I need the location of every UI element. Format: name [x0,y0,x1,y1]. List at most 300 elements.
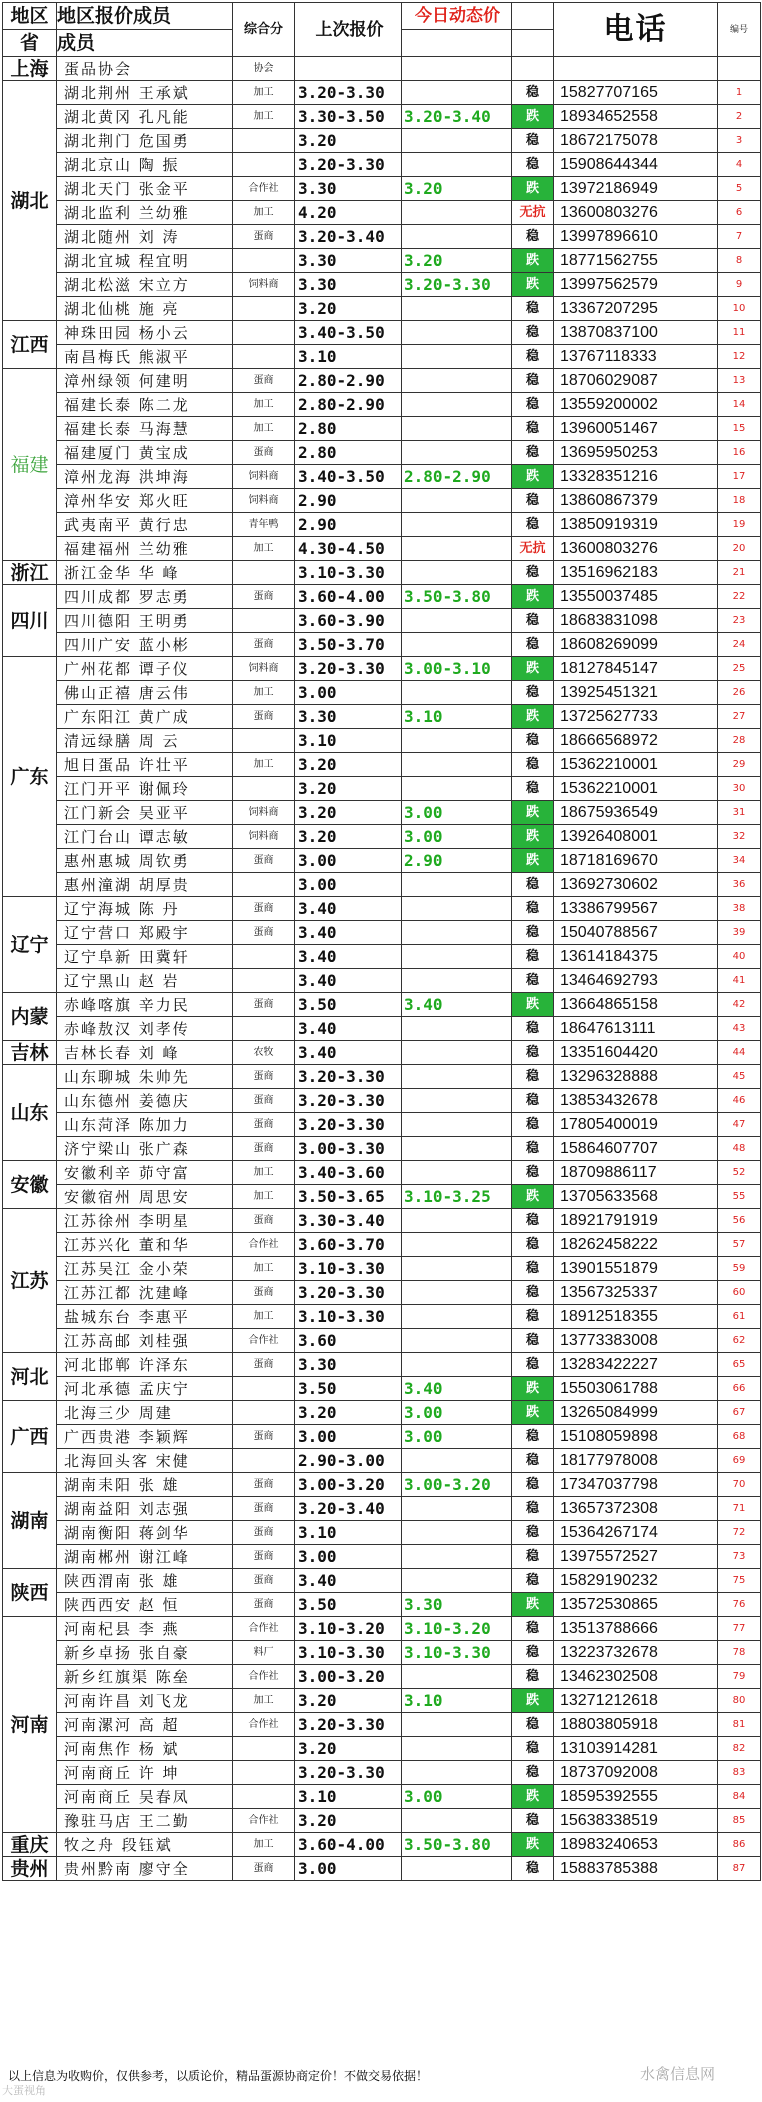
number-cell: 47 [718,1113,761,1137]
number-cell: 3 [718,129,761,153]
member-cell: 湖南益阳 刘志强 [57,1497,233,1521]
type-cell: 加工 [233,1161,295,1185]
phone-cell: 18718169670 [554,849,718,873]
today-price-cell [402,1233,512,1257]
today-price-cell [402,489,512,513]
last-price-cell: 3.20 [295,801,402,825]
trend-cell: 跌 [512,825,554,849]
last-price-cell: 2.80-2.90 [295,369,402,393]
type-cell: 合作社 [233,1233,295,1257]
member-cell: 江苏徐州 李明星 [57,1209,233,1233]
member-cell: 湖南郴州 谢江峰 [57,1545,233,1569]
last-price-cell: 2.90 [295,489,402,513]
today-price-cell: 3.50-3.80 [402,1833,512,1857]
number-cell: 31 [718,801,761,825]
table-row [3,873,761,897]
trend-cell: 稳 [512,561,554,585]
last-price-cell: 3.10 [295,729,402,753]
table-row [3,1857,761,1881]
number-cell: 77 [718,1617,761,1641]
member-cell: 牧之舟 段钰斌 [57,1833,233,1857]
type-cell [233,1377,295,1401]
member-subheader: 成员 [57,30,233,57]
today-price-cell: 3.00 [402,1425,512,1449]
phone-cell: 18803805918 [554,1713,718,1737]
member-cell: 江苏江都 沈建峰 [57,1281,233,1305]
member-cell: 武夷南平 黄行忠 [57,513,233,537]
last-price-cell: 4.30-4.50 [295,537,402,561]
last-price-cell: 3.30 [295,177,402,201]
last-price-cell: 3.40 [295,1569,402,1593]
today-price-cell: 3.10 [402,1689,512,1713]
table-row [3,1017,761,1041]
member-cell: 漳州华安 郑火旺 [57,489,233,513]
trend-cell: 稳 [512,1737,554,1761]
last-price-cell: 3.20-3.30 [295,1761,402,1785]
last-price-cell: 2.80-2.90 [295,393,402,417]
number-cell: 36 [718,873,761,897]
today-price-cell [402,1569,512,1593]
number-cell: 20 [718,537,761,561]
member-cell: 陕西渭南 张 雄 [57,1569,233,1593]
today-price-cell [402,1209,512,1233]
number-cell: 29 [718,753,761,777]
province-cell: 湖南 [3,1473,57,1569]
trend-cell: 稳 [512,921,554,945]
member-cell: 赤峰敖汉 刘孝传 [57,1017,233,1041]
type-cell: 蛋商 [233,441,295,465]
type-cell [233,1737,295,1761]
last-price-cell: 3.20 [295,1737,402,1761]
today-price-cell [402,537,512,561]
type-cell: 料厂 [233,1641,295,1665]
trend-cell: 跌 [512,273,554,297]
trend-cell: 稳 [512,1353,554,1377]
table-row [3,1713,761,1737]
number-cell: 70 [718,1473,761,1497]
today-price-cell [402,321,512,345]
last-price-cell: 3.10-3.30 [295,1641,402,1665]
today-price-cell [402,1305,512,1329]
today-price-cell [402,1545,512,1569]
table-row [3,1257,761,1281]
member-cell: 湖北荆州 王承斌 [57,81,233,105]
member-cell: 广西贵港 李颖辉 [57,1425,233,1449]
last-price-cell: 3.40 [295,969,402,993]
trend-cell: 稳 [512,1161,554,1185]
number-cell: 78 [718,1641,761,1665]
today-price-cell: 3.00 [402,801,512,825]
trend-cell: 跌 [512,657,554,681]
type-cell [233,345,295,369]
last-price-cell: 3.20-3.40 [295,225,402,249]
watermark: 水禽信息网 [640,2066,716,2083]
trend-cell: 稳 [512,729,554,753]
number-cell: 27 [718,705,761,729]
member-cell: 湖北随州 刘 涛 [57,225,233,249]
type-cell: 青年鸭 [233,513,295,537]
last-price-cell: 3.00-3.30 [295,1137,402,1161]
today-price-cell [402,1161,512,1185]
phone-cell: 13773383008 [554,1329,718,1353]
trend-cell: 稳 [512,441,554,465]
phone-cell: 13103914281 [554,1737,718,1761]
table-row [3,801,761,825]
trend-cell: 跌 [512,1593,554,1617]
today-price-cell [402,1065,512,1089]
table-row [3,705,761,729]
today-price-cell [402,1761,512,1785]
type-cell [233,729,295,753]
table-row [3,1401,761,1425]
table-row [3,153,761,177]
type-cell: 合作社 [233,1617,295,1641]
today-price-cell: 3.40 [402,1377,512,1401]
phone-cell: 15864607707 [554,1137,718,1161]
trend-cell: 无抗 [512,201,554,225]
last-price-cell: 3.50 [295,993,402,1017]
phone-cell: 13664865158 [554,993,718,1017]
number-cell: 21 [718,561,761,585]
today-price-cell: 3.20-3.40 [402,105,512,129]
trend-cell: 无抗 [512,537,554,561]
number-cell: 16 [718,441,761,465]
today-price-cell [402,297,512,321]
number-cell: 15 [718,417,761,441]
member-cell: 福建厦门 黄宝成 [57,441,233,465]
today-price-cell: 3.10-3.30 [402,1641,512,1665]
last-price-cell: 3.00 [295,1425,402,1449]
type-cell: 加工 [233,1185,295,1209]
trend-cell: 跌 [512,465,554,489]
trend-cell: 跌 [512,1185,554,1209]
table-row [3,1329,761,1353]
phone-cell: 18647613111 [554,1017,718,1041]
table-row [3,1113,761,1137]
table-row [3,1641,761,1665]
number-cell: 6 [718,201,761,225]
phone-cell: 15829190232 [554,1569,718,1593]
member-cell: 豫驻马店 王二勤 [57,1809,233,1833]
member-cell: 湖北黄冈 孔凡能 [57,105,233,129]
member-cell: 山东菏泽 陈加力 [57,1113,233,1137]
phone-cell: 13975572527 [554,1545,718,1569]
member-cell: 赤峰喀旗 辛力民 [57,993,233,1017]
last-price-cell: 3.20-3.30 [295,1065,402,1089]
trend-cell: 稳 [512,1665,554,1689]
last-price-cell: 3.10-3.30 [295,1305,402,1329]
phone-cell: 15827707165 [554,81,718,105]
type-cell: 合作社 [233,1329,295,1353]
trend-cell: 稳 [512,1209,554,1233]
trend-cell: 稳 [512,1017,554,1041]
phone-cell: 13351604420 [554,1041,718,1065]
number-cell: 85 [718,1809,761,1833]
trend-cell: 跌 [512,1689,554,1713]
table-row [3,561,761,585]
type-cell: 蛋商 [233,705,295,729]
phone-cell: 13283422227 [554,1353,718,1377]
province-cell: 广西 [3,1401,57,1473]
member-cell: 蛋品协会 [57,57,233,81]
number-cell: 52 [718,1161,761,1185]
type-cell: 加工 [233,1689,295,1713]
trend-cell: 稳 [512,1137,554,1161]
phone-cell: 18737092008 [554,1761,718,1785]
phone-cell: 15638338519 [554,1809,718,1833]
member-cell: 湖北京山 陶 振 [57,153,233,177]
table-row [3,345,761,369]
trend-cell: 稳 [512,1065,554,1089]
table-row [3,369,761,393]
phone-cell: 18608269099 [554,633,718,657]
today-price-cell: 2.80-2.90 [402,465,512,489]
type-cell: 蛋商 [233,1353,295,1377]
type-cell: 蛋商 [233,1137,295,1161]
province-cell: 陕西 [3,1569,57,1617]
phone-cell: 18595392555 [554,1785,718,1809]
last-price-cell: 3.50-3.65 [295,1185,402,1209]
member-cell: 吉林长春 刘 峰 [57,1041,233,1065]
table-row [3,1305,761,1329]
price-sheet [2,2,760,1881]
table-row [3,81,761,105]
type-cell: 蛋商 [233,225,295,249]
last-price-cell: 3.60-4.00 [295,585,402,609]
member-cell: 湖北监利 兰幼雅 [57,201,233,225]
today-price-cell: 3.10 [402,705,512,729]
number-cell: 14 [718,393,761,417]
phone-cell: 18675936549 [554,801,718,825]
type-cell [233,945,295,969]
phone-cell: 13695950253 [554,441,718,465]
phone-cell: 13725627733 [554,705,718,729]
number-cell: 46 [718,1089,761,1113]
today-price-cell [402,1497,512,1521]
member-cell: 浙江金华 华 峰 [57,561,233,585]
trend-cell: 稳 [512,1425,554,1449]
type-cell: 加工 [233,1305,295,1329]
phone-cell: 18983240653 [554,1833,718,1857]
phone-cell: 13870837100 [554,321,718,345]
last-price-cell: 3.20-3.30 [295,153,402,177]
province-cell: 贵州 [3,1857,57,1881]
last-price-cell: 3.20 [295,825,402,849]
member-cell: 江门台山 谭志敏 [57,825,233,849]
member-cell: 陕西西安 赵 恒 [57,1593,233,1617]
phone-cell: 18177978008 [554,1449,718,1473]
trend-cell: 稳 [512,969,554,993]
member-cell: 江苏兴化 董和华 [57,1233,233,1257]
type-cell: 合作社 [233,1665,295,1689]
number-cell: 18 [718,489,761,513]
number-cell: 48 [718,1137,761,1161]
member-cell: 江门新会 吴亚平 [57,801,233,825]
phone-cell: 18672175078 [554,129,718,153]
table-row [3,1833,761,1857]
table-row [3,489,761,513]
table-row [3,297,761,321]
phone-cell: 13705633568 [554,1185,718,1209]
table-row [3,1569,761,1593]
member-cell: 神珠田园 杨小云 [57,321,233,345]
trend-cell: 稳 [512,1809,554,1833]
phone-cell: 13223732678 [554,1641,718,1665]
trend-cell: 稳 [512,873,554,897]
member-cell: 安徽宿州 周思安 [57,1185,233,1209]
number-cell: 9 [718,273,761,297]
trend-cell: 稳 [512,513,554,537]
province-cell: 重庆 [3,1833,57,1857]
type-cell: 蛋商 [233,897,295,921]
number-cell: 26 [718,681,761,705]
phone-cell: 13614184375 [554,945,718,969]
type-cell [233,1785,295,1809]
last-price-cell: 3.40 [295,1041,402,1065]
last-price-header: 上次报价 [295,3,402,57]
trend-cell: 稳 [512,321,554,345]
trend-cell: 稳 [512,1113,554,1137]
trend-cell: 跌 [512,249,554,273]
type-cell: 饲料商 [233,801,295,825]
trend-cell: 稳 [512,489,554,513]
phone-cell: 18709886117 [554,1161,718,1185]
member-cell: 四川德阳 王明勇 [57,609,233,633]
number-cell: 72 [718,1521,761,1545]
table-row [3,417,761,441]
number-cell: 39 [718,921,761,945]
trend-header-cell [512,3,554,30]
member-cell: 河南商丘 许 坤 [57,1761,233,1785]
type-cell [233,969,295,993]
table-row [3,1521,761,1545]
table-row [3,201,761,225]
number-cell: 32 [718,825,761,849]
number-cell: 24 [718,633,761,657]
table-row [3,1809,761,1833]
last-price-cell: 3.50 [295,1593,402,1617]
table-row [3,1425,761,1449]
last-price-cell: 3.30-3.40 [295,1209,402,1233]
table-row [3,681,761,705]
table-row [3,321,761,345]
province-subheader: 省 [3,30,57,57]
type-cell [233,561,295,585]
today-price-cell [402,1113,512,1137]
province-cell: 江苏 [3,1209,57,1353]
type-cell: 协会 [233,57,295,81]
phone-cell: 13513788666 [554,1617,718,1641]
number-cell: 7 [718,225,761,249]
phone-cell: 13462302508 [554,1665,718,1689]
trend-cell: 稳 [512,753,554,777]
member-cell: 山东聊城 朱帅先 [57,1065,233,1089]
type-cell: 蛋商 [233,1521,295,1545]
member-cell: 漳州龙海 洪坤海 [57,465,233,489]
type-cell: 蛋商 [233,1473,295,1497]
last-price-cell: 3.40 [295,1017,402,1041]
type-cell [233,1761,295,1785]
table-row [3,1473,761,1497]
member-cell: 北海三少 周建 [57,1401,233,1425]
phone-cell: 18706029087 [554,369,718,393]
number-cell: 40 [718,945,761,969]
phone-cell: 13901551879 [554,1257,718,1281]
table-row [3,777,761,801]
member-cell: 漳州绿领 何建明 [57,369,233,393]
type-cell: 加工 [233,1257,295,1281]
last-price-cell: 3.20-3.30 [295,657,402,681]
phone-cell: 13853432678 [554,1089,718,1113]
member-cell: 湖北荆门 危国勇 [57,129,233,153]
type-cell [233,873,295,897]
table-row [3,1617,761,1641]
phone-header: 电话 [554,3,718,57]
phone-cell: 13550037485 [554,585,718,609]
type-cell [233,297,295,321]
table-row [3,1593,761,1617]
member-cell: 辽宁海城 陈 丹 [57,897,233,921]
last-price-cell: 3.10 [295,1521,402,1545]
type-cell [233,129,295,153]
type-cell: 蛋商 [233,1545,295,1569]
table-row [3,513,761,537]
phone-cell: 15362210001 [554,777,718,801]
phone-cell: 15364267174 [554,1521,718,1545]
today-price-cell [402,81,512,105]
number-cell: 76 [718,1593,761,1617]
last-price-cell: 3.00 [295,873,402,897]
last-price-cell: 3.10-3.30 [295,1257,402,1281]
last-price-cell: 2.80 [295,417,402,441]
last-price-cell: 3.40-3.60 [295,1161,402,1185]
last-price-cell: 3.20 [295,297,402,321]
last-price-cell: 3.10-3.30 [295,561,402,585]
member-cell: 清远绿膳 周 云 [57,729,233,753]
number-cell: 68 [718,1425,761,1449]
number-cell: 1 [718,81,761,105]
table-row [3,129,761,153]
trend-cell: 稳 [512,1329,554,1353]
trend-cell: 稳 [512,1257,554,1281]
member-cell: 湖北天门 张金平 [57,177,233,201]
table-row [3,1233,761,1257]
number-cell: 84 [718,1785,761,1809]
phone-cell: 13567325337 [554,1281,718,1305]
member-cell: 盐城东台 李惠平 [57,1305,233,1329]
province-cell: 辽宁 [3,897,57,993]
last-price-cell: 3.30 [295,249,402,273]
number-cell [718,57,761,81]
phone-cell: 13464692793 [554,969,718,993]
last-price-cell: 3.40-3.50 [295,465,402,489]
table-row [3,657,761,681]
type-cell [233,249,295,273]
table-row [3,1665,761,1689]
table-row [3,1161,761,1185]
today-price-cell [402,393,512,417]
today-price-cell [402,777,512,801]
table-row [3,273,761,297]
trend-cell: 稳 [512,417,554,441]
last-price-cell: 3.60-4.00 [295,1833,402,1857]
trend-cell: 稳 [512,777,554,801]
type-cell: 蛋商 [233,1857,295,1881]
table-row [3,1185,761,1209]
trend-cell: 稳 [512,1545,554,1569]
number-cell: 62 [718,1329,761,1353]
province-cell: 广东 [3,657,57,897]
